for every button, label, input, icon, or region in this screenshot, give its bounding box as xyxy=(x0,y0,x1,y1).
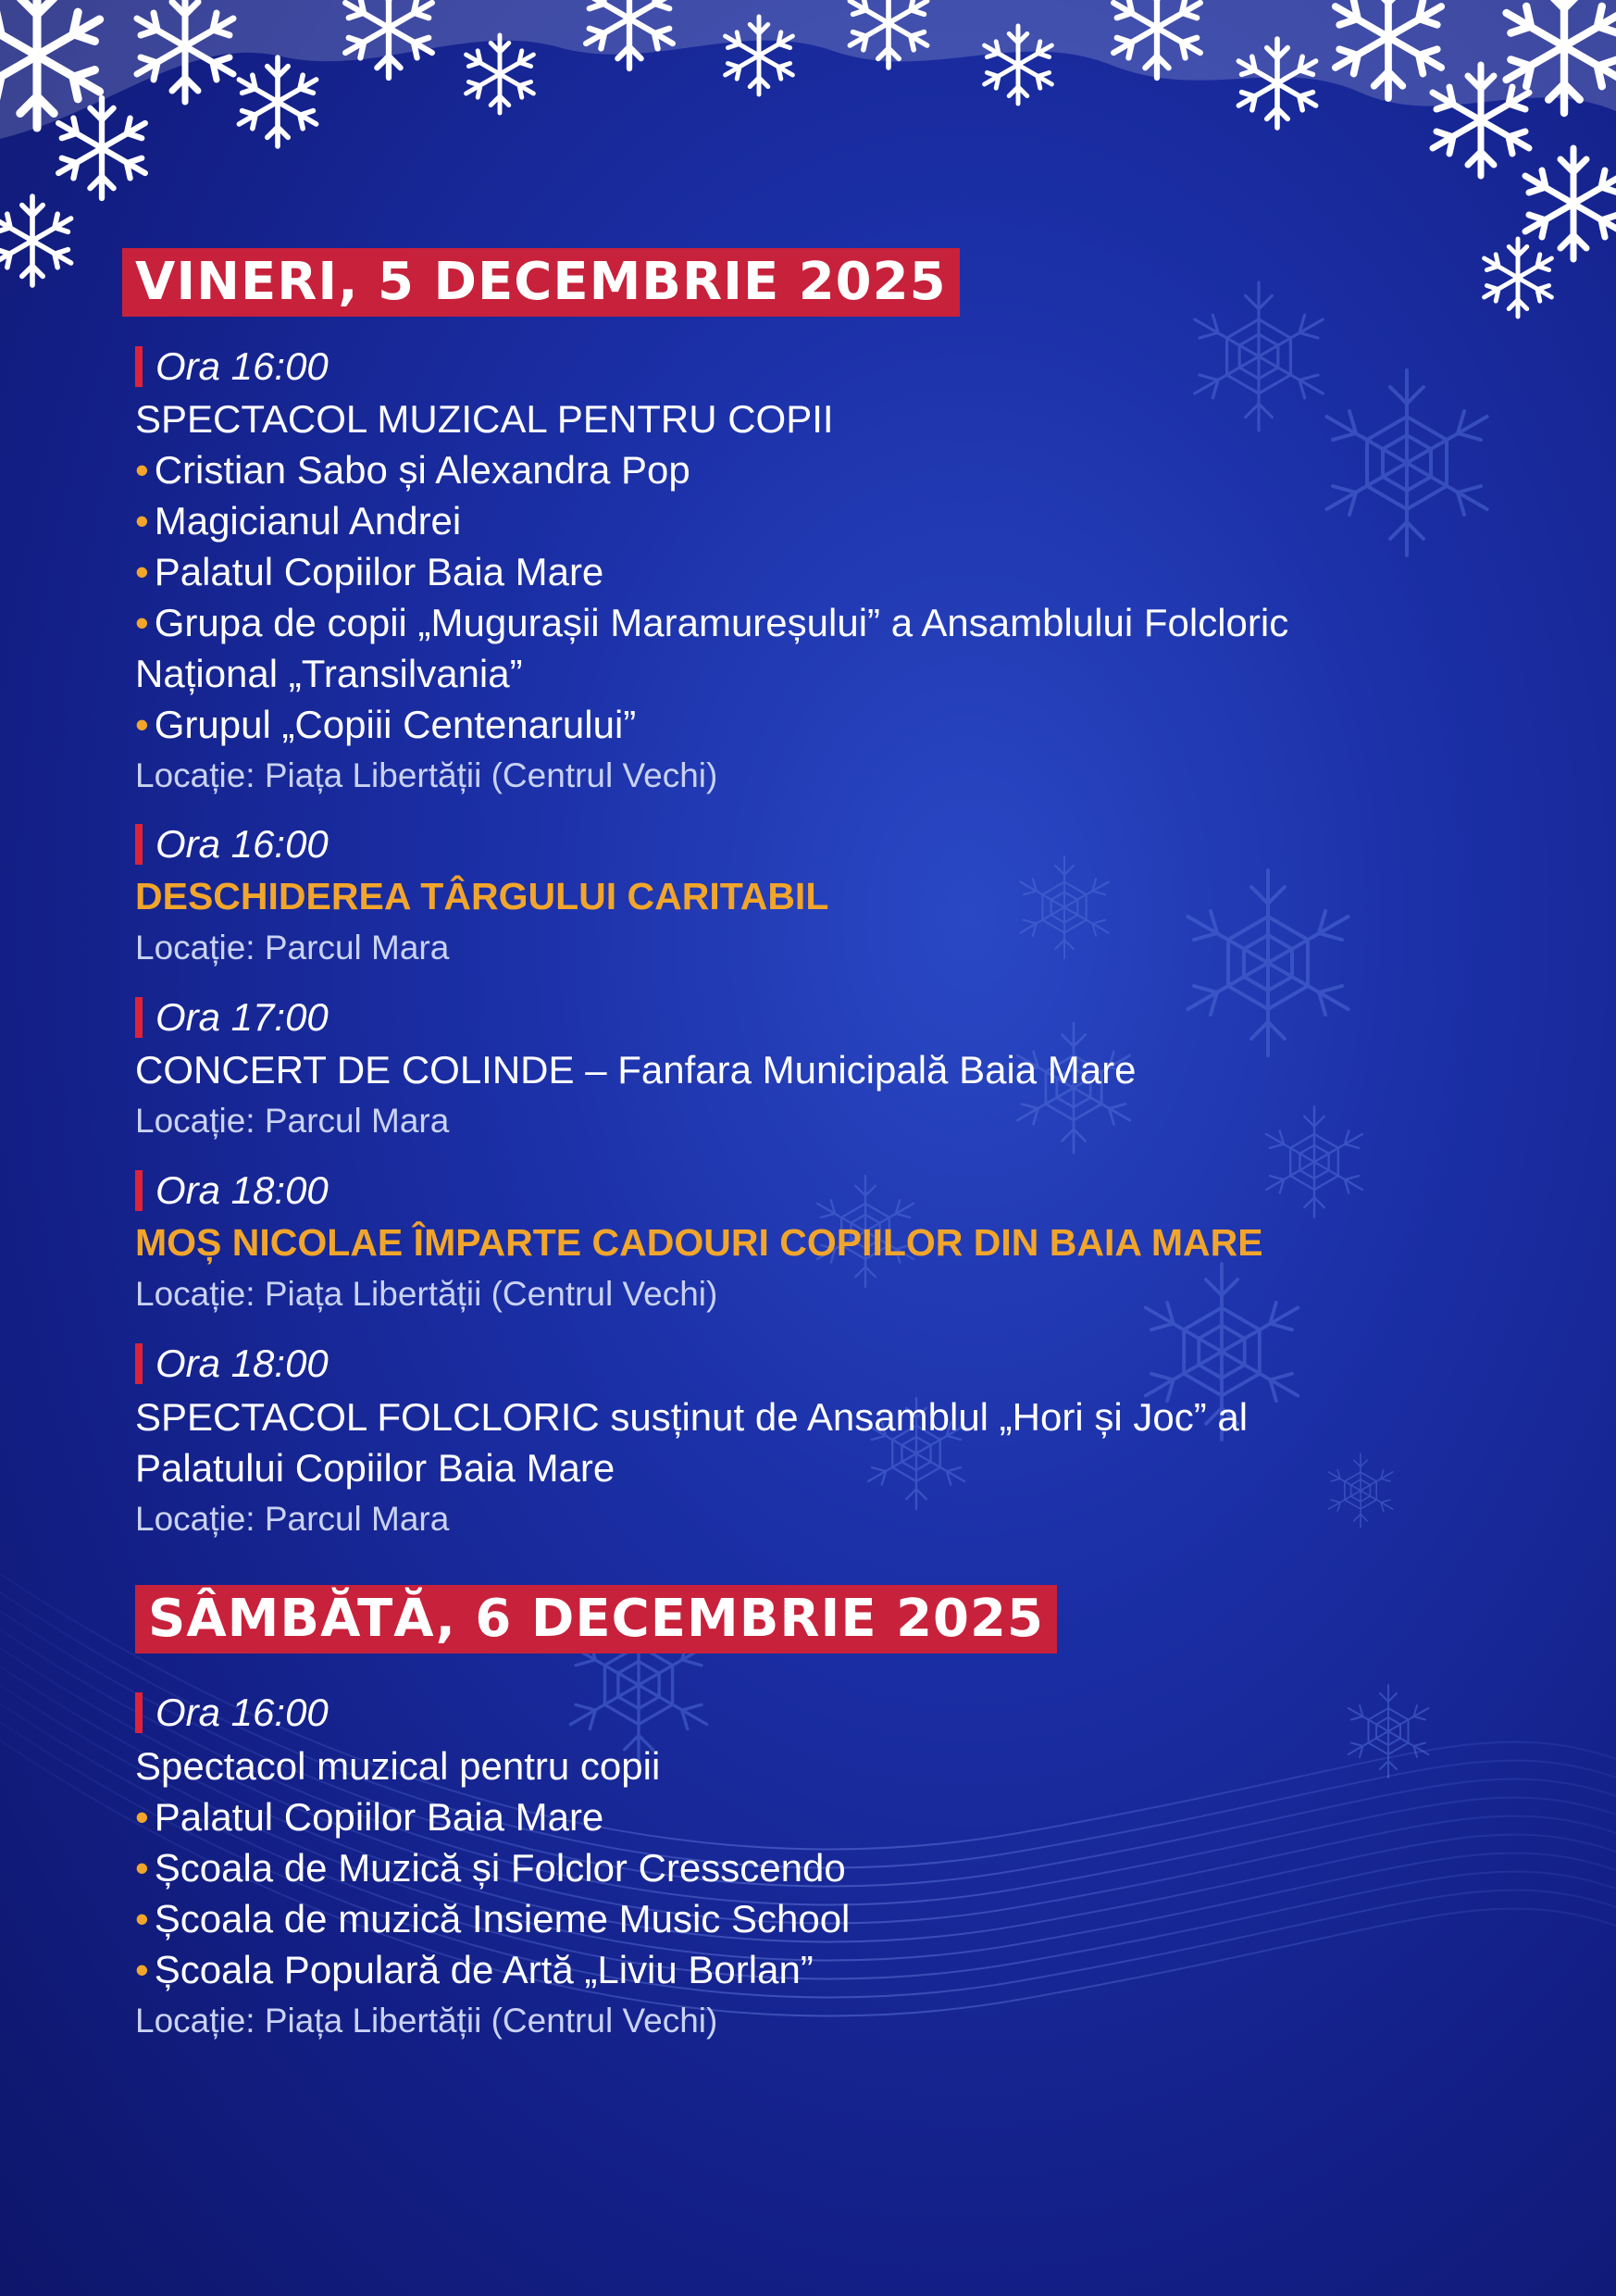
time-marker xyxy=(135,997,143,1038)
day-heading-saturday: SÂMBĂTĂ, 6 DECEMBRIE 2025 xyxy=(135,1585,1057,1653)
list-item-continuation: Național „Transilvania” xyxy=(135,652,523,695)
time-marker xyxy=(135,824,143,865)
event-title: Spectacol muzical pentru copii xyxy=(135,1744,661,1788)
day-heading-friday: VINERI, 5 DECEMBRIE 2025 xyxy=(122,248,960,317)
event-location: Locație: Parcul Mara xyxy=(135,1500,450,1538)
list-item: • Școala de muzică Insieme Music School xyxy=(135,1897,851,1940)
event-title: MOȘ NICOLAE ÎMPARTE CADOURI COPIILOR DIN BAIA MARE xyxy=(135,1221,1263,1264)
event-time xyxy=(135,1692,329,1733)
list-item: • Palatul Copiilor Baia Mare xyxy=(135,1795,604,1839)
bullet: • xyxy=(135,1897,149,1940)
bullet: • xyxy=(135,703,149,746)
time-label: Ora 16:00 xyxy=(155,1691,329,1734)
bullet: • xyxy=(135,1846,149,1890)
time-marker xyxy=(135,1343,143,1384)
event-time xyxy=(135,824,329,865)
time-label: Ora 16:00 xyxy=(155,344,329,388)
time-label: Ora 17:00 xyxy=(155,995,329,1039)
time-marker xyxy=(135,1170,143,1211)
event-location: Locație: Parcul Mara xyxy=(135,1102,450,1140)
bullet: • xyxy=(135,1795,149,1839)
event-location: Locație: Piața Libertății (Centrul Vechi) xyxy=(135,756,718,794)
event-title: DESCHIDEREA TÂRGULUI CARITABIL xyxy=(135,875,829,917)
list-item: • Palatul Copiilor Baia Mare xyxy=(135,550,604,593)
bullet: • xyxy=(135,601,149,644)
event-time xyxy=(135,1170,329,1211)
event-title-continuation: Palatului Copiilor Baia Mare xyxy=(135,1446,615,1490)
bullet: • xyxy=(135,448,149,492)
time-label: Ora 18:00 xyxy=(155,1168,329,1212)
list-item: • Cristian Sabo și Alexandra Pop xyxy=(135,448,690,492)
event-location: Locație: Piața Libertății (Centrul Vechi) xyxy=(135,2002,718,2040)
list-item: • Grupa de copii „Mugurașii Maramureșului” a Ansamblului Folcloric xyxy=(135,601,1289,644)
time-label: Ora 18:00 xyxy=(155,1341,329,1385)
list-item: • Magicianul Andrei xyxy=(135,499,462,543)
list-item: • Școala de Muzică și Folclor Cresscendo xyxy=(135,1846,846,1890)
event-time xyxy=(135,1343,329,1384)
time-marker xyxy=(135,1692,143,1733)
list-item: • Grupul „Copiii Centenarului” xyxy=(135,703,637,746)
time-marker xyxy=(135,346,143,387)
bullet: • xyxy=(135,550,149,593)
event-title: SPECTACOL FOLCLORIC susținut de Ansamblul „Hori și Joc” al xyxy=(135,1395,1249,1439)
event-title: SPECTACOL MUZICAL PENTRU COPII xyxy=(135,397,834,441)
event-location: Locație: Piața Libertății (Centrul Vechi) xyxy=(135,1275,718,1313)
event-title: CONCERT DE COLINDE – Fanfara Municipală Baia Mare xyxy=(135,1048,1137,1092)
event-location: Locație: Parcul Mara xyxy=(135,929,450,967)
bullet: • xyxy=(135,1948,149,1991)
event-time xyxy=(135,346,329,387)
time-label: Ora 16:00 xyxy=(155,822,329,866)
list-item: • Școala Populară de Artă „Liviu Borlan” xyxy=(135,1948,814,1991)
event-time xyxy=(135,997,329,1038)
bullet: • xyxy=(135,499,149,543)
